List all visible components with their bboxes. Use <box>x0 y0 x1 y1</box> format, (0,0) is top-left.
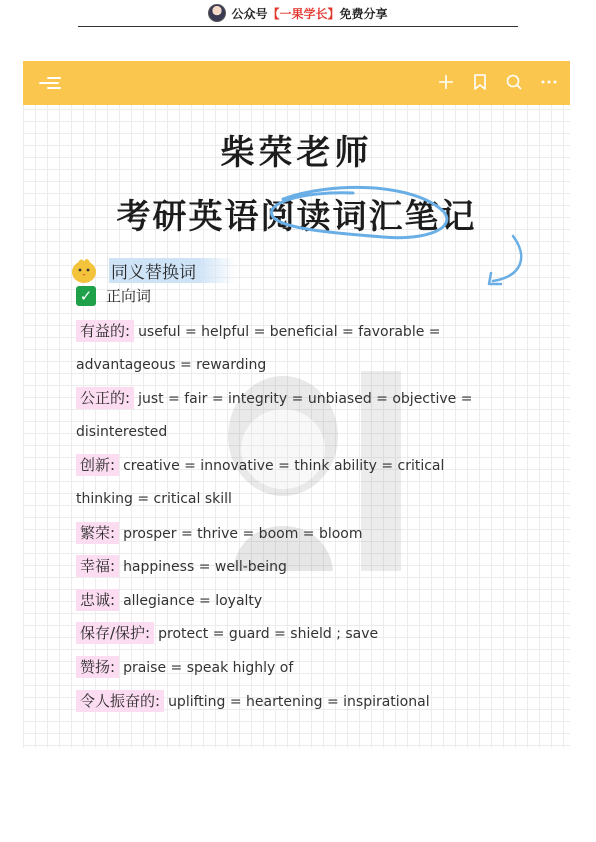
entry-text: prosper = thrive = boom = bloom <box>123 525 363 542</box>
list-item <box>76 584 546 618</box>
entry-list <box>76 315 546 718</box>
subsection-heading <box>76 285 151 306</box>
list-item <box>76 416 546 450</box>
more-icon[interactable] <box>540 71 556 93</box>
entry-text: protect = guard = shield ; save <box>158 626 379 643</box>
header-divider <box>78 26 518 27</box>
entry-text: praise = speak highly of <box>123 659 294 676</box>
list-item <box>76 651 546 685</box>
share-brand: 【一果学长】 <box>267 6 340 21</box>
list-item <box>76 617 546 651</box>
entry-text: advantageous = rewarding <box>76 356 267 373</box>
entry-term: 创新: <box>76 454 119 476</box>
entry-text: creative = innovative = think ability = critical <box>123 458 445 475</box>
share-header <box>0 0 596 26</box>
list-item <box>76 349 546 383</box>
entry-term: 令人振奋的: <box>76 690 164 712</box>
list-item <box>76 382 546 416</box>
entry-term: 幸福: <box>76 555 119 577</box>
subsection-title: 正向词 <box>106 287 152 305</box>
title-line2: 考研英语阅读词汇笔记 <box>116 197 477 237</box>
entry-term: 赞扬: <box>76 656 119 678</box>
share-suffix: 免费分享 <box>339 6 388 21</box>
entry-term: 繁荣: <box>76 522 119 544</box>
entry-term: 公正的: <box>76 387 134 409</box>
list-item <box>76 315 546 349</box>
entry-text: allegiance = loyalty <box>123 592 263 609</box>
entry-term: 忠诚: <box>76 589 119 611</box>
entry-text: useful = helpful = beneficial = favorable = <box>138 324 441 340</box>
list-item <box>76 685 546 719</box>
section-heading <box>69 258 236 282</box>
section-title: 同义替换词 <box>109 258 236 283</box>
avatar <box>208 4 226 22</box>
doodle-swirl <box>243 181 563 291</box>
entry-text: thinking = critical skill <box>76 490 232 507</box>
plus-icon[interactable] <box>438 71 454 93</box>
title-line1: 柴荣老师 <box>220 133 373 173</box>
entry-text: disinterested <box>76 423 168 440</box>
list-item <box>76 550 546 584</box>
entry-term: 有益的: <box>76 320 134 342</box>
menu-icon[interactable] <box>39 74 61 92</box>
list-item <box>76 517 546 551</box>
entry-text: uplifting = heartening = inspirational <box>168 693 430 710</box>
search-icon[interactable] <box>506 71 522 93</box>
check-icon: ✓ <box>76 286 96 306</box>
chick-icon <box>69 255 99 285</box>
note-card <box>23 61 570 748</box>
bookmark-icon[interactable] <box>472 71 488 93</box>
list-item <box>76 449 546 483</box>
list-item <box>76 483 546 517</box>
note-toolbar <box>23 61 570 105</box>
entry-text: happiness = well-being <box>123 559 287 576</box>
entry-term: 保存/保护: <box>76 622 154 644</box>
entry-text: just = fair = integrity = unbiased = objective = <box>138 391 473 408</box>
share-prefix: 公众号 <box>231 6 268 21</box>
